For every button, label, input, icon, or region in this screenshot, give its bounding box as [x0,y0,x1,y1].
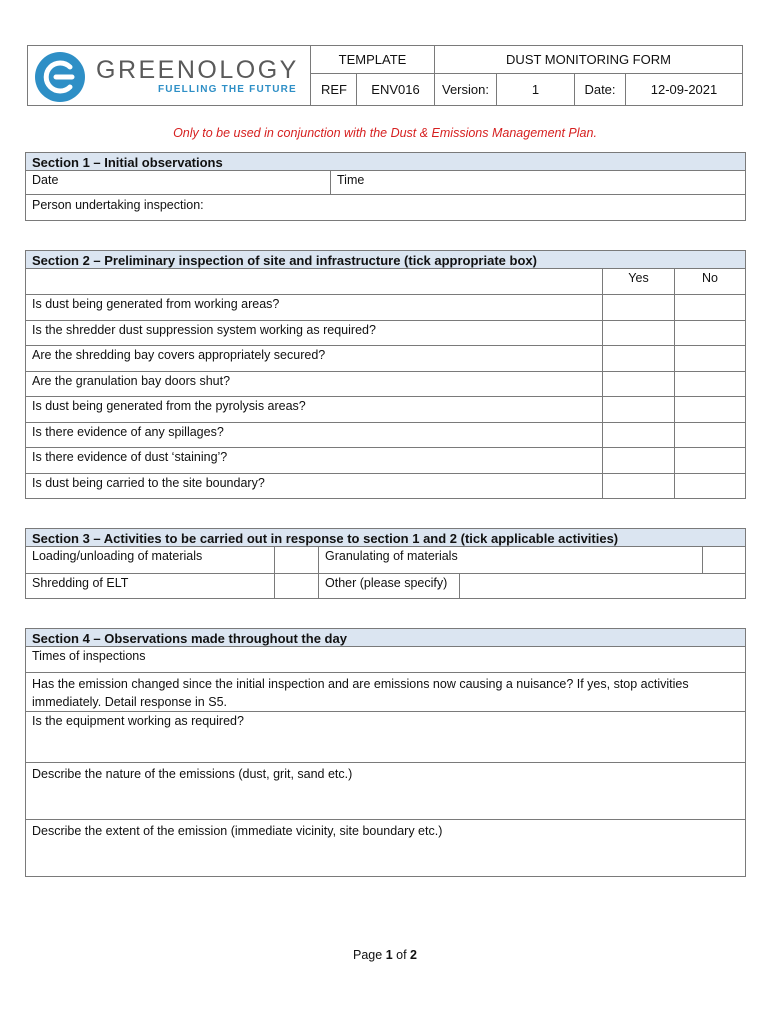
question-yes-checkbox[interactable] [602,345,675,372]
extent-label: Describe the extent of the emission (immediate vicinity, site boundary etc.) [32,824,443,838]
page-prefix: Page [353,948,383,962]
question-yes-checkbox[interactable] [602,473,675,499]
date-value: 12-09-2021 [625,73,743,106]
logo-cell [27,45,311,106]
page-number: 1 [385,948,393,962]
date-label: Date: [574,73,626,106]
section4-title: Section 4 – Observations made throughout the day [25,628,746,647]
version-value: 1 [496,73,575,106]
question-row-label: Are the shredding bay covers appropriately secured? [25,345,603,372]
times-label: Times of inspections [32,649,146,663]
times-of-inspections-field[interactable] [25,646,746,673]
emission-changed-field[interactable] [25,672,746,712]
question-row-label: Are the granulation bay doors shut? [25,371,603,397]
time-field-label: Time [337,173,365,187]
version-label: Version: [434,73,497,106]
question-yes-checkbox[interactable] [602,371,675,397]
question-row-label: Is there evidence of any spillages? [25,422,603,448]
question-yes-checkbox[interactable] [602,422,675,448]
granulating-activity-label: Granulating of materials [318,546,703,574]
emission-extent-field[interactable] [25,819,746,877]
usage-notice: Only to be used in conjunction with the Dust & Emissions Management Plan. [173,126,597,140]
section1-person-field[interactable] [25,194,746,221]
other-activity-label: Other (please specify) [318,573,460,599]
question-yes-checkbox[interactable] [602,320,675,346]
question-yes-checkbox[interactable] [602,294,675,321]
ref-value: ENV016 [356,73,435,106]
nature-label: Describe the nature of the emissions (dust, grit, sand etc.) [32,767,353,781]
question-row-label: Is the shredder dust suppression system working as required? [25,320,603,346]
question-row-label: Is there evidence of dust ‘staining’? [25,447,603,474]
date-field-label: Date [32,173,59,187]
page-footer [0,948,770,962]
question-no-checkbox[interactable] [674,396,746,423]
ref-label: REF [310,73,357,106]
question-no-checkbox[interactable] [674,422,746,448]
question-row-label: Is dust being carried to the site boundary? [25,473,603,499]
equipment-working-field[interactable] [25,711,746,763]
section3-title: Section 3 – Activities to be carried out in response to section 1 and 2 (tick applicable activities) [25,528,746,547]
emission-nature-field[interactable] [25,762,746,820]
no-column-header: No [674,268,746,295]
page-total: 2 [410,948,417,962]
question-no-checkbox[interactable] [674,447,746,474]
question-row-label: Is dust being generated from the pyrolysis areas? [25,396,603,423]
loading-activity-label: Loading/unloading of materials [25,546,275,574]
question-no-checkbox[interactable] [674,294,746,321]
section1-date-field[interactable] [25,170,331,195]
section2-header-blank [25,268,603,295]
question-row-label: Is dust being generated from working areas? [25,294,603,321]
form-title: DUST MONITORING FORM [434,45,743,74]
loading-checkbox[interactable] [274,546,319,574]
shredding-checkbox[interactable] [274,573,319,599]
equipment-label: Is the equipment working as required? [32,714,244,728]
other-specify-field[interactable] [459,573,746,599]
yes-column-header: Yes [602,268,675,295]
section2-title: Section 2 – Preliminary inspection of site and infrastructure (tick appropriate box) [25,250,746,269]
logo-brand: GREENOLOGY [96,56,299,84]
emission-changed-line2: immediately. Detail response in S5. [32,695,227,709]
logo-tagline: FUELLING THE FUTURE [158,84,297,95]
question-no-checkbox[interactable] [674,473,746,499]
section1-title: Section 1 – Initial observations [25,152,746,171]
template-label: TEMPLATE [310,45,435,74]
question-no-checkbox[interactable] [674,371,746,397]
question-yes-checkbox[interactable] [602,396,675,423]
granulating-checkbox[interactable] [702,546,746,574]
emission-changed-line1: Has the emission changed since the initial inspection and are emissions now causing a nuisance? If yes, stop activities [32,677,689,691]
page-of: of [396,948,407,962]
person-field-label: Person undertaking inspection: [32,198,204,212]
question-no-checkbox[interactable] [674,345,746,372]
greenology-logo-icon [34,51,86,103]
shredding-activity-label: Shredding of ELT [25,573,275,599]
question-no-checkbox[interactable] [674,320,746,346]
section1-time-field[interactable] [330,170,746,195]
question-yes-checkbox[interactable] [602,447,675,474]
